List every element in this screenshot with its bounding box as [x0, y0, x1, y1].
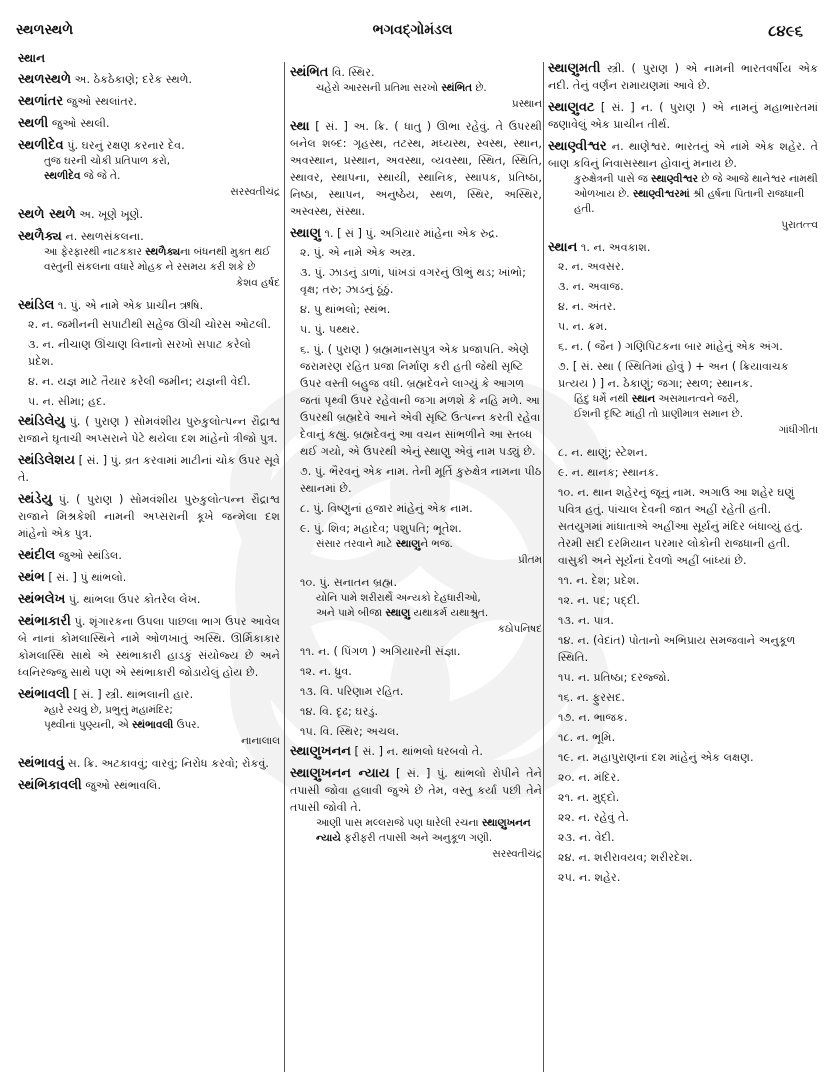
quotation: ઈશની દૃષ્ટિ માંહી તો પ્રાણીમાત્ર સમાન છે. [574, 408, 743, 420]
quotation [18, 169, 280, 184]
sense: ૧. [ સં ] પું. અગિયાર માંહેના એક રુદ્ર. [324, 227, 499, 240]
sense: ૨૪. ન. શરીરાવયવ; શરીરદેશ. [558, 851, 693, 864]
definition: [ સં. ] પું. થાંભલો રોપીને તેને તપાસી જોવા હલાવી જુએ છે તેમ, વસ્તુ કર્યા પછી તેને તપાસી જોવી તે. [290, 767, 542, 814]
sense: ૩. ન. નીચાણ ઊંચાણ વિનાનો સરખો સપાટ કરેલો પ્રદેશ. [28, 338, 251, 368]
sense: ૧૧. ન. દેશ; પ્રદેશ. [558, 574, 640, 587]
book-title: ભગવદ્ગોમંડલ [372, 22, 453, 38]
quote-attribution: પુરાતત્ત્વ [781, 219, 818, 231]
definition: પું. ઘરનું રક્ષણ કરનાર દેવ. [67, 139, 185, 152]
headword: સ્થંભાવલી [18, 687, 70, 702]
quote-text: યથાકર્મ યથાશ્રુત. [410, 607, 489, 619]
quoted-headword: સ્થંભિત [441, 82, 473, 94]
sense: ૧૬. ન. ફુરસદ. [558, 691, 625, 704]
definition: પું. શૃંગારકના ઉપલા પાછલા ભાગ ઉપર આવેલ બે નાનાં કોમલાસ્થિને નામે ઓળખાતું અસ્થિ. ઊર્મિકાકાર કોમલાસ્થિ સાથે એ સ્થંભાકારી હાડકું સંયોજ્ય છે અને ધ્વનિરજ્જુ સાથે પણ એ સ્થંભાકારી જોડાયેલું હોય છે. [18, 615, 280, 679]
quote-text: અને પામે બીજા [316, 607, 386, 619]
sense: ૧૭. ન. ભાજક. [558, 711, 628, 724]
headword: સ્થંભિકાવલી [18, 778, 82, 793]
page-header [0, 22, 825, 46]
definition: જુઓ સ્થંડિલ. [58, 549, 122, 562]
quote-text: જે જે તે. [80, 170, 121, 182]
headword: સ્થાણુખનન ન્યાય [290, 766, 390, 781]
headword: સ્થાણુ [290, 226, 321, 241]
quoted-headword: સ્થાણ્વીશ્વરમાં [632, 188, 690, 200]
definition: [ સં. ] અ. ક્રિ. ( ધાતુ ) ઊભા રહેવું. તે ઉપરથી બનેલ શબ્દ: ગૃહસ્થ, તટસ્થ, મધ્યસ્થ, સ્વસ્થ, સ્થાન, અવસ્થાન, પ્રસ્થાન, અવસ્થા, વ્યવસ્થા, સ્થિત, સ્થિતિ, સ્થાવર, સ્થાપના, સ્થાયી, સ્થાનિક, સ્થાપક, પ્રતિષ્ઠા, નિષ્ઠા, સ્થાપન, અનુષ્ઠેય, સ્થળ, સ્થિર, અસ્થિર, અસ્વસ્થ, સંસ્થા. [290, 120, 542, 218]
quoted-headword: સ્થાન [631, 393, 656, 405]
sense: ૮. પું. વિષ્ણુનાં હજાર માંહેનું એક નામ. [300, 502, 473, 515]
sense: ૧. પું. એ નામે એક પ્રાચીન ઋષિ. [57, 299, 204, 312]
sense: ૨. ન. જમીનની સપાટીથી સહેજ ઊંચી ચોરસ ઓટલી. [28, 318, 271, 331]
sense: ૧૦. પું. સનાતન બ્રહ્મ. [300, 576, 398, 589]
headword: સ્થળાંતર [18, 94, 64, 109]
definition: સ્ત્રી. ( પુરાણ ) એ નામની ભારતવર્ષીય એક નદી. તેનું વર્ણન રામાયણમાં આવે છે. [548, 62, 818, 92]
headword: સ્થળીદેવ [18, 138, 64, 153]
headword: સ્થળે સ્થળે [18, 207, 76, 222]
sense: ૩. ન. અવાજ. [558, 280, 624, 293]
quote-text: પૃથ્વીનાં પુણ્યની, એ [44, 719, 132, 731]
sense: ૪. પુ થાંભલો; સ્થંભ. [300, 303, 391, 316]
quote-attribution: નાનાલાલ [241, 735, 280, 747]
headword: સ્થાન [548, 240, 578, 255]
headword: સ્થંભલેખ [18, 592, 66, 607]
quote-attribution: કઠોપનિષદ [497, 623, 542, 635]
dictionary-entry [18, 686, 280, 703]
headword: સ્થંભ [18, 570, 45, 585]
dictionary-entry [18, 297, 280, 314]
quoted-headword: સ્થંભાવલી [132, 719, 174, 731]
sense: ૧૪. વિ. દૃઢ; ઘરડું. [300, 705, 379, 718]
dictionary-entry [18, 93, 280, 110]
quote-text: ના બંધનથી મુક્ત થઈ વસ્તુની સંકલના વધારે મોહક ને રસમય કરી શકે છે [44, 246, 271, 273]
quotation [548, 172, 818, 217]
page-number: ૮૪૯૬ [768, 22, 803, 40]
dictionary-entry [290, 118, 542, 220]
dictionary-entry [18, 452, 280, 486]
sense: ૨૫. ન. શહેર. [558, 871, 621, 884]
headword: સ્થળસ્થળે [18, 72, 72, 87]
dictionary-entry [290, 64, 542, 81]
dictionary-entry [18, 206, 280, 223]
sense: ૨. પું. એ નામે એક અસ્ત્ર. [300, 246, 416, 259]
quoted-headword: સ્થાણુખનન ન્યાયે [316, 817, 531, 844]
headword: સ્થંડેયુ [18, 492, 53, 507]
dictionary-columns [0, 50, 825, 1080]
quote-text: છે જે આજે થાનેશ્વર નામથી ઓળખાય છે. [574, 173, 818, 200]
quotation: મ્હારે રચવું છે, પ્રભુનું મહામંદિર; [44, 704, 173, 716]
dictionary-entry [18, 115, 280, 132]
definition: [ સં. ] સ્ત્રી. થાંભલાની હાર. [73, 688, 194, 701]
quote-attribution: ગાંધીગીતા [778, 424, 818, 436]
definition: [ સં. ] પું. વ્રત કરવામાં માટીનાં ચોક ઉપર સૂવે તે. [18, 454, 280, 484]
sense: ૨૩. ન. વેદી. [558, 831, 615, 844]
quote-text: કુરુક્ષેત્રની પાસે જ [574, 173, 652, 185]
dictionary-entry [18, 71, 280, 88]
dictionary-entry [290, 765, 542, 816]
quotation: તુજ ઘરની ચોકી પ્રતિપાળ કરો, [44, 155, 170, 167]
quote-text: ફરીફરી તપાસી અને અનુકૂળ ગણી. [340, 832, 493, 844]
sense: ૯. પું. શિવ; મહાદેવ; પશુપતિ; ભૂતેશ. [300, 522, 462, 535]
headword: સ્થળૈક્ય [18, 229, 62, 244]
dictionary-entry [290, 225, 542, 242]
definition: વિ. સ્થિર. [331, 66, 375, 79]
middle-column [290, 50, 542, 1080]
quote-text: શ્રી હર્ષના પિતાની રાજધાની હતી. [574, 188, 805, 215]
dictionary-entry [290, 743, 542, 760]
headword: સ્થંડિલ [18, 298, 55, 313]
dictionary-entry [18, 755, 280, 772]
definition: જુઓ સ્થલાંતર. [66, 95, 138, 108]
guide-word: સ્થળસ્થળે [16, 22, 74, 38]
dictionary-entry [18, 569, 280, 586]
sense: ૩. પું. ઝાડનું ડાળાં, પાંખડાં વગરનું ઊભું થડ; ખાંભો; વૃક્ષ; તરુ; ઝાડનું ઠૂંઠું. [300, 266, 526, 296]
sense: ૫. ન. ક્રમ. [558, 320, 608, 333]
sense: ૨૧. ન. મુદ્દો. [558, 791, 620, 804]
headword: સ્થાણ્વીશ્વર [548, 139, 607, 154]
sense: ૧૦. ન. થાન શહેરનું જૂનું નામ. અગાઉ આ શહેર ઘણું પવિત્ર હતું. પાંચાલ દેવની જાત અહીં રહેતી હતી. સતયુગમાં માંધાતાએ અહીંઆ સૂર્યનું મંદિર બંધાવ્યું હતું. તેરમી સદી દરમિયાન પરમાર લોકોની રાજધાની હતી. વાસુકી અને સૂર્યનાં દેવળો અહીં બાંધ્યાં છે. [558, 486, 803, 567]
quote-attribution: પ્રસ્થાન [511, 98, 542, 110]
sense: ૧૧. ન. ( પિંગળ ) અગિયારની સંજ્ઞા. [300, 645, 461, 658]
quotation [18, 245, 280, 275]
dictionary-entry [548, 99, 818, 133]
sense: ૨. ન. અવસર. [558, 260, 625, 273]
definition: [ સં. ] પું થાંભલો. [48, 571, 127, 584]
definition: જુઓ સ્થલી. [51, 117, 110, 130]
definition: ન. સ્થળસંકલના. [65, 230, 144, 243]
headword: સ્થંડિલેયુ [18, 414, 65, 429]
definition: અ. ખૂણે ખૂણે. [79, 208, 144, 221]
headword: સ્થંડિલેશય [18, 453, 75, 468]
dictionary-entry [18, 413, 280, 447]
dictionary-entry [18, 228, 280, 245]
quote-text: ચહેરો આરસની પ્રતિમા સરખો [316, 82, 442, 94]
definition: જુઓ સ્થંભાવલિ. [85, 779, 162, 792]
dictionary-entry [18, 137, 280, 154]
dictionary-entry [18, 491, 280, 542]
quote-attribution: સરસ્વતીચંદ્ર [230, 186, 280, 198]
left-column [18, 50, 280, 1080]
quotation [290, 537, 542, 552]
dictionary-entry [18, 591, 280, 608]
quoted-headword: સ્થાણ્વીશ્વર [651, 173, 698, 185]
definition: સ. ક્રિ. અટકાવવું; વારવું; નિરોધ કરવો; રોકવું. [67, 757, 269, 770]
quoted-headword: સ્થાણુ [385, 607, 411, 619]
sense: ૬. ન. ( જૈન ) ગણિપિટકના બાર માંહેનું એક અંગ. [558, 340, 783, 353]
headword: સ્થંભાકારી [18, 614, 71, 629]
quote-text: હિંદુ ધર્મે નથી [574, 393, 632, 405]
quote-attribution: પ્રીતમ [518, 554, 542, 566]
headword: સ્થાણુવટ [548, 100, 595, 115]
column-divider [284, 62, 285, 1072]
right-column [548, 50, 818, 1080]
dictionary-entry [548, 138, 818, 172]
sense: ૧૯. ન. મહાપુરાણનાં દશ માંહેનું એક લક્ષણ. [558, 751, 754, 764]
sense: ૯. ન. થાનક; સ્થાનક. [558, 466, 659, 479]
sense: ૧૩. ન. પાત્ર. [558, 614, 614, 627]
quotation [290, 81, 542, 96]
quotation: યોનિ પામે શરીરાર્થે અન્યકો દેહધારીઓ, [316, 592, 481, 604]
headword: સ્થંદીલ [18, 548, 56, 563]
quote-text: આણી પાસ મલ્લરાજે પણ ધારેલી રચના [316, 817, 482, 829]
sense: ૧. ન. અવકાશ. [580, 241, 651, 254]
definition: પું. ( પુરાણ ) સોમવંશીય પુરુકુલોત્પન્ન રૌદ્રાશ્વ રાજાને ઘૃતાચી અપ્સરાને પેટે થયેલા દશ માંહેનો ત્રીજો પુત્ર. [18, 415, 280, 445]
sense: ૭. પું. ભૈરવનું એક નામ. તેની મૂર્તિ કુરુક્ષેત્ર નામના પીઠ સ્થાનમાં છે. [300, 465, 542, 495]
sense: ૧૫. વિ. સ્થિર; અચલ. [300, 725, 400, 738]
quote-text: ઉપર. [173, 719, 200, 731]
sense: ૧૨. ન. ધ્રુવ. [300, 665, 352, 678]
dictionary-entry [18, 547, 280, 564]
quoted-headword: સ્થાણુ [395, 538, 421, 550]
quote-text: આ ફેરફારથી નાટકકાર [44, 246, 146, 258]
quote-text: અસમાનત્વને જરી, [655, 393, 739, 405]
headword: સ્થળી [18, 116, 49, 131]
definition: અ. ઠેકઠેકાણે; દરેક સ્થળે. [74, 73, 193, 86]
headword: સ્થંભિત [290, 65, 329, 80]
sense: ૬. પું. ( પુરાણ ) બ્રહ્મમાનસપુત્ર એક પ્રજાપતિ. એણે જરામરણ રહિત પ્રજા નિર્માણ કરી હતી જેથી સૃષ્ટિ ઉપર વસ્તી બહુજ વધી. બ્રહ્મદેવને લાગ્યું કે આગળ જતાં પૃથ્વી ઉપર રહેવાની જગા મળશે કે નહિ મળે. આ ઉપરથી બ્રહ્મદેવે આને એવી સૃષ્ટિ ઉત્પન્ન કરતી રહેવા દેવાનું કહ્યું. બ્રહ્મદેવનું આ વચન સાંભળીને આ સ્તબ્ધ થઈ ગયો, એ ઉપરથી એનું સ્થાણુ એવું નામ પડ્યું છે. [300, 343, 541, 458]
quote-text: સંસાર તરવાને માટે [316, 538, 396, 550]
dictionary-entry [18, 613, 280, 681]
headword: સ્થાણુખનન [290, 744, 351, 759]
section-label: સ્થાન [18, 51, 46, 65]
quoted-headword: સ્થળૈક્ય [145, 246, 181, 258]
definition: ન. થાણેશ્વર. ભારતનું એ નામે એક શહેર. તે બાણ કવિનું નિવાસસ્થાન હોવાનું મનાય છે. [548, 140, 818, 170]
headword: સ્થા [290, 119, 310, 134]
quote-attribution: સરસ્વતીચંદ્ર [492, 848, 542, 860]
sense: ૪. ન. યજ્ઞ માટે તૈયાર કરેલી જમીન; યજ્ઞની વેદી. [28, 375, 251, 388]
column-divider [543, 62, 544, 1072]
dictionary-entry [548, 239, 818, 256]
headword: સ્થાણુમતી [548, 61, 601, 76]
definition: [ સં. ] ન. ( પુરાણ ) એ નામનું મહાભારતમાં જણાવેલું એક પ્રાચીન તીર્થ. [548, 101, 818, 131]
sense: ૪. ન. અંતર. [558, 300, 617, 313]
quotation [548, 392, 818, 407]
sense: ૧૮. ન. ભૂમિ. [558, 731, 616, 744]
definition: પું. ( પુરાણ ) સોમવંશીય પુરુકુલોત્પન્ન રૌદ્રાશ્વ રાજાને મિશ્રકેશી નામની અપ્સરાની કૂખે જન્મેલા દશ માંહેનો એક પુત્ર. [18, 493, 280, 540]
quote-text: છે. [472, 82, 487, 94]
sense: ૮. ન. થાણું; સ્ટેશન. [558, 446, 648, 459]
sense: ૧૨. ન. પદ; પદ્દી. [558, 594, 640, 607]
dictionary-entry [548, 60, 818, 94]
quotation [290, 816, 542, 846]
sense: ૨૦. ન. મંદિર. [558, 771, 620, 784]
quote-text: ને ભજ. [420, 538, 453, 550]
definition: પું. થાંભલા ઉપર કોતરેલ લેખ. [68, 593, 201, 606]
sense: ૨૨. ન. રહેવું તે. [558, 811, 629, 824]
sense: ૧૩. વિ. પરિણામ રહિત. [300, 685, 404, 698]
sense: ૧૫. ન. પ્રતિષ્ઠા; દરજ્જો. [558, 671, 671, 684]
headword: સ્થંભાવવું [18, 756, 65, 771]
dictionary-entry [18, 777, 280, 794]
quote-attribution: કેશવ હર્ષદ [235, 277, 280, 289]
quoted-headword: સ્થળીદેવ [44, 170, 81, 182]
quotation [290, 606, 542, 621]
quotation [18, 718, 280, 733]
sense: ૫. પું. પથ્થર. [300, 323, 360, 336]
definition: [ સં. ] ન. થાંભલો ધરબવો તે. [354, 745, 483, 758]
sense: ૧૪. ન. (વેદાંત) પોતાનો અભિપ્રાય સમજવાને અનુકૂળ સ્થિતિ. [558, 634, 796, 664]
sense: ૭. [ સં. સ્થા ( સ્થિતિમાં હોવું ) + અન ( ક્રિયાવાચક પ્રત્યય ) ] ન. ઠેકાણું; જગા; સ્થળ; સ્થાનક. [558, 360, 789, 390]
sense: ૫. ન. સીમા; હદ. [28, 395, 106, 408]
